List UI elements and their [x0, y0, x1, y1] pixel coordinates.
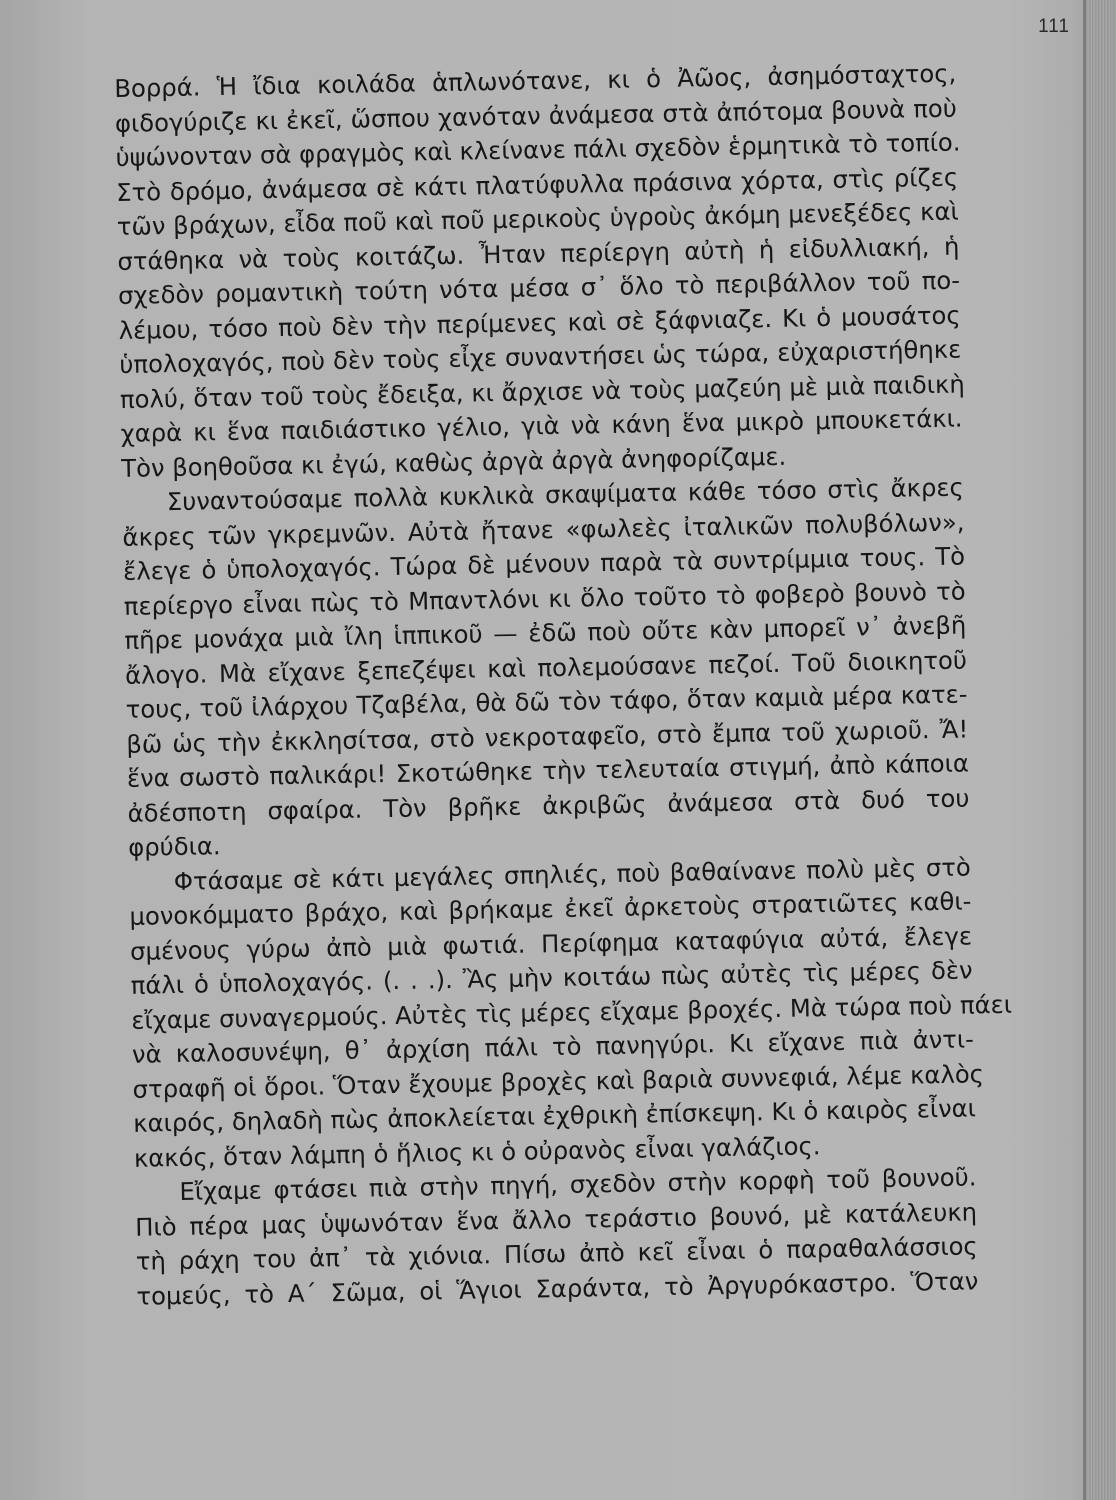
text-line: Τὸν βοηθοῦσα κι ἐγώ, καθὼς ἀργὰ ἀργὰ ἀνηφορίζαμε. [120, 441, 787, 483]
text-line: μονοκόμματο βράχο, καὶ βρήκαμε ἐκεῖ ἀρκετοὺς στρατιῶτες καθι- [129, 886, 972, 931]
text-line: τομεύς, τὸ Α΄ Σῶμα, οἱ Ἅγιοι Σαράντα, τὸ Ἀργυρόκαστρο. Ὅταν [136, 1265, 979, 1311]
text-line: ἕνα σωστὸ παλικάρι! Σκοτώθηκε τὴν τελευταία στιγμή, ἀπὸ κάποια [126, 748, 970, 793]
text-line: σμένους γύρω ἀπὸ μιὰ φωτιά. Περίφημα καταφύγια αὐτά, ἔλεγε [129, 920, 973, 966]
text-line: ἔλεγε ὁ ὑπολοχαγός. Τώρα δὲ μένουν παρὰ τὰ συντρίμμια τους. Τὸ [122, 541, 966, 586]
text-line: Φτάσαμε σὲ κάτι μεγάλες σπηλιές, ποὺ βαθαίνανε πολὺ μὲς στὸ [173, 851, 971, 896]
text-line: στάθηκα νὰ τοὺς κοιτάζω. Ἦταν περίεργη αὐτὴ ἡ εἰδυλλιακή, ἡ [117, 231, 960, 276]
text-line: λέμου, τόσο ποὺ δὲν τὴν περίμενες καὶ σὲ ξάφνιαζε. Κι ὁ μουσάτος [118, 300, 961, 345]
text-line: φιδογύριζε κι ἐκεῖ, ὥσπου χανόταν ἀνάμεσα στὰ ἀπότομα βουνὰ ποὺ [114, 93, 958, 138]
text-line: ὑψώνονταν σὰ φραγμὸς καὶ κλείνανε πάλι σχεδὸν ἑρμητικὰ τὸ τοπίο. [115, 127, 961, 172]
body-text [114, 57, 1013, 1314]
text-line: Πιὸ πέρα μας ὑψωνόταν ἕνα ἄλλο τεράστιο βουνό, μὲ κατάλευκη [134, 1196, 978, 1242]
text-line: τὴ ράχη του ἀπ᾿ τὰ χιόνια. Πίσω ἀπὸ κεῖ εἶναι ὁ παραθαλάσσιος [135, 1231, 978, 1276]
text-line: ἀδέσποτη σφαίρα. Τὸν βρῆκε ἀκριβῶς ἀνάμεσα στὰ δυό του [127, 782, 970, 828]
text-line: πάλι ὁ ὑπολοχαγός. (. . .). Ἂς μὴν κοιτάω πὼς αὐτὲς τὶς μέρες δὲν [130, 955, 973, 1000]
text-line: Στὸ δρόμο, ἀνάμεσα σὲ κάτι πλατύφυλλα πράσινα χόρτα, στὶς ρίζες [115, 162, 959, 207]
text-line: νὰ καλοσυνέψη, θ᾿ ἀρχίση πάλι τὸ πανηγύρι. Κι εἴχανε πιὰ ἀντι- [131, 1024, 975, 1069]
page-number: 111 [1038, 16, 1070, 37]
text-line: σχεδὸν ρομαντικὴ τούτη νότα μέσα σ᾿ ὅλο τὸ περιβάλλον τοῦ πο- [117, 265, 961, 310]
text-line: ἄκρες τῶν γκρεμνῶν. Αὐτὰ ἤτανε «φωλεὲς ἰταλικῶν πολυβόλων», [122, 506, 965, 552]
page-stack-edge [1086, 0, 1116, 1500]
text-line: περίεργο εἶναι πὼς τὸ Μπαντλόνι κι ὅλο τοῦτο τὸ φοβερὸ βουνὸ τὸ [123, 575, 966, 621]
text-line: εἴχαμε συναγερμούς. Αὐτὲς τὶς μέρες εἴχαμε βροχές. Μὰ τώρα ποὺ πάει [131, 989, 1013, 1035]
text-line: ἄλογο. Μὰ εἴχανε ξεπεζέψει καὶ πολεμούσανε πεζοί. Τοῦ διοικητοῦ [124, 644, 968, 690]
text-line: καιρός, δηλαδὴ πὼς ἀποκλείεται ἐχθρικὴ ἐπίσκεψη. Κι ὁ καιρὸς εἶναι [133, 1093, 977, 1138]
text-line: Εἴχαμε φτάσει πιὰ στὴν πηγή, σχεδὸν στὴν κορφὴ τοῦ βουνοῦ. [179, 1162, 977, 1206]
text-line: Βορρά. Ἡ ἴδια κοιλάδα ἁπλωνότανε, κι ὁ Ἀῶος, ἀσημόσταχτος, [114, 58, 957, 103]
text-line: Συναντούσαμε πολλὰ κυκλικὰ σκαψίματα κάθε τόσο στὶς ἄκρες [166, 472, 965, 517]
text-line: φρύδια. [127, 831, 221, 862]
text-line: τους, τοῦ ἰλάρχου Τζαβέλα, θὰ δῶ τὸν τάφο, ὅταν καμιὰ μέρα κατε- [125, 679, 968, 724]
text-line: πολύ, ὅταν τοῦ τοὺς ἔδειξα, κι ἄρχισε νὰ τοὺς μαζεύη μὲ μιὰ παιδικὴ [119, 368, 965, 414]
text-line: τῶν βράχων, εἶδα ποῦ καὶ ποῦ μερικοὺς ὑγροὺς ἀκόμη μενεξέδες καὶ [116, 196, 959, 241]
text-line: πῆρε μονάχα μιὰ ἴλη ἱππικοῦ — ἐδῶ ποὺ οὔτε κὰν μπορεῖ ν᾿ ἀνεβῆ [124, 610, 967, 655]
text-line: βῶ ὡς τὴν ἐκκλησίτσα, στὸ νεκροταφεῖο, στὸ ἔμπα τοῦ χωριοῦ. Ἄ! [126, 713, 969, 759]
text-line: χαρὰ κι ἕνα παιδιάστικο γέλιο, γιὰ νὰ κάνη ἕνα μικρὸ μπουκετάκι. [120, 403, 963, 448]
text-line: ὑπολοχαγός, ποὺ δὲν τοὺς εἶχε συναντήσει ὡς τώρα, εὐχαριστήθηκε [119, 334, 962, 379]
text-line: στραφῆ οἱ ὅροι. Ὅταν ἔχουμε βροχὲς καὶ βαριὰ συννεφιά, λέμε καλὸς [132, 1058, 985, 1104]
text-line: κακός, ὅταν λάμπη ὁ ἥλιος κι ὁ οὐρανὸς εἶναι γαλάζιος. [133, 1130, 821, 1173]
